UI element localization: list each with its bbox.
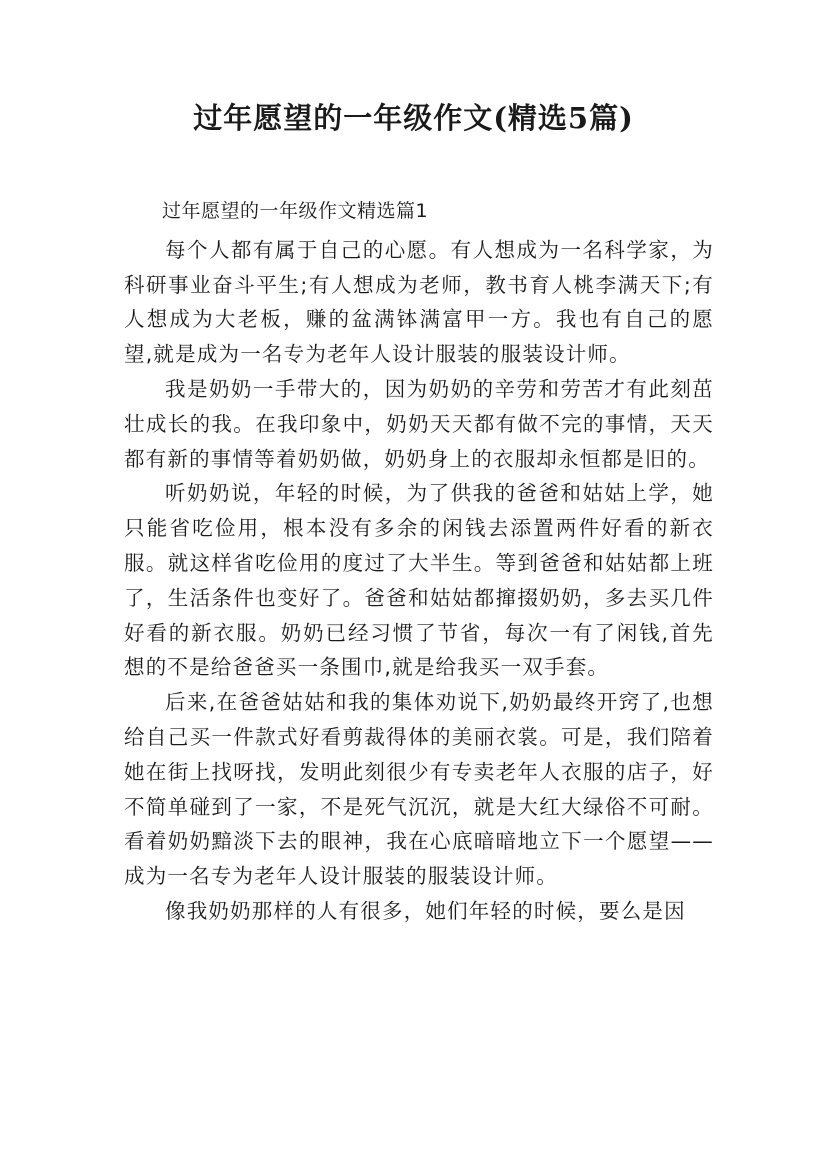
paragraph: 我是奶奶一手带大的，因为奶奶的辛劳和劳苦才有此刻茁壮成长的我。在我印象中，奶奶天天都有做不完的事情，天天都有新的事情等着奶奶做，奶奶身上的衣服却永恒都是旧的。	[124, 376, 714, 471]
paragraph: 听奶奶说，年轻的时候，为了供我的爸爸和姑姑上学，她只能省吃俭用，根本没有多余的闲钱去添置两件好看的新衣服。就这样省吃俭用的度过了大半生。等到爸爸和姑姑都上班了，生活条件也变好了。爸爸和姑姑都撺掇奶奶，多去买几件好看的新衣服。奶奶已经习惯了节省，每次一有了闲钱,首先想的不是给爸爸买一条围巾,就是给我买一双手套。	[124, 481, 714, 680]
paragraph: 后来,在爸爸姑姑和我的集体劝说下,奶奶最终开窍了,也想给自己买一件款式好看剪裁得体的美丽衣裳。可是，我们陪着她在街上找呀找，发明此刻很少有专卖老年人衣服的店子，好不简单碰到了一家，不是死气沉沉，就是大红大绿俗不可耐。看着奶奶黯淡下去的眼神，我在心底暗暗地立下一个愿望——成为一名专为老年人设计服装的服装设计师。	[124, 690, 714, 889]
paragraph: 像我奶奶那样的人有很多，她们年轻的时候，要么是因	[165, 898, 686, 923]
section-heading: 过年愿望的一年级作文精选篇1	[162, 200, 429, 222]
paragraph: 每个人都有属于自己的心愿。有人想成为一名科学家，为科研事业奋斗平生;有人想成为老师，教书育人桃李满天下;有人想成为大老板，赚的盆满钵满富甲一方。我也有自己的愿望,就是成为一名专为老年人设计服装的服装设计师。	[124, 237, 714, 367]
document-body	[124, 194, 714, 929]
document-title: 过年愿望的一年级作文(精选5篇)	[193, 101, 634, 135]
